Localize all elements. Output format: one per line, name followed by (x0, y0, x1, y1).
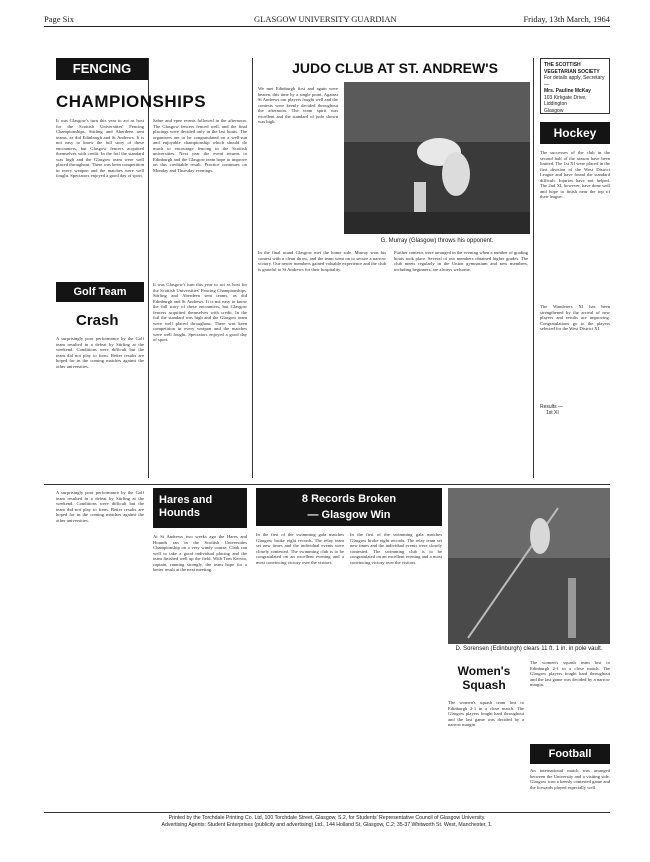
page-number: Page Six (44, 14, 74, 24)
golf-body-cont: A surprisingly poor performance by the Golf team resulted in a defeat by Stirling at the weekend. Conditions were difficult but the team did not play to form. Better results are hoped for in the coming matches against the other universities. (56, 490, 144, 523)
records-headline1: 8 Records Broken (301, 493, 397, 505)
folio-bar (44, 12, 610, 27)
hockey-kicker: Hockey (540, 122, 610, 144)
vegetarian-ad (540, 58, 610, 114)
vegetarian-line1: For details apply, Secretary— (544, 75, 605, 88)
football-kicker: Football (530, 744, 610, 764)
polevault-caption: D. Sorensen (Edinburgh) clears 11 ft. 1 in. in pole vault. (455, 646, 603, 652)
golf-body: A surprisingly poor performance by the Golf team resulted in a defeat by Stirling at the weekend. Conditions were difficult but the team did not play to form. Better results are hoped for in the coming matches against the other universities. (56, 336, 144, 369)
column-rule (533, 58, 534, 478)
fencing-headline: CHAMPIONSHIPS (56, 92, 207, 111)
vegetarian-name: Mrs. Pauline McKay (544, 88, 591, 94)
paper-name: GLASGOW UNIVERSITY GUARDIAN (254, 14, 397, 24)
hares-body: At St Andrews two weeks ago the Hares and Hounds ran in the Scottish Universities Championship on a very windy course. Clark ran well to take a good individual placing and the team finished well up the field. With Tom Kervin, captain, running strongly, the team hope for a better result at the next meeting. (153, 534, 247, 573)
footer-rule (44, 812, 610, 813)
squash-body: The women's squash team lost to Edinburgh 2-1 in a close match. The Glasgow players fought hard throughout and the last game was decided by a narrow margin. (448, 700, 524, 728)
judo-caption: G. Murray (Glasgow) throws his opponent. (380, 238, 494, 244)
records-body-col1: In the first of the swimming gala matches Glasgow broke eight records. The relay team set new times and the individual events were closely contested. The swimming club is to be congratulated on an excellent evening and a most convincing victory over the visitors. (256, 532, 344, 565)
squash-body-cont: The women's squash team lost to Edinburgh 2-1 in a close match. The Glasgow players fought hard throughout and the last game was decided by a narrow margin. (530, 660, 610, 688)
hares-kicker: Hares and Hounds (153, 488, 247, 528)
polevault-photo (448, 488, 610, 644)
column-rule (252, 58, 253, 478)
imprint-line1: Printed by the Torchdale Printing Co. Ltd, 100 Torchdale Street, Glasgow, S.2, for Students' Representative Council of Glasgow University. (168, 815, 486, 821)
fencing-body-col1: It was Glasgow's turn this year to act as host for the Scottish Universities' Fencing Championships. Stirling and Aberdeen sent teams, as did Edinburgh and St Andrews. It is not easy to know the full story of these encounters, but Glasgow fencers acquitted themselves with credit. In the foil the standard was high and the Glasgow team were well placed throughout. There was keen competition in every weapon and the matches were well fought. Spectators enjoyed a good day of sport. (56, 118, 144, 179)
hockey-body2: The Wanderers XI has been strengthened by the arrival of new players and results are improving. Congratulations go to the players selected for the West District XI. (540, 304, 610, 332)
hockey-results (540, 404, 610, 416)
judo-photo (344, 82, 530, 234)
column-rule (148, 58, 149, 478)
hockey-xi-label: 1st XI (546, 410, 559, 416)
golf-kicker: Golf Team (56, 282, 144, 302)
records-kicker (256, 488, 442, 526)
vegetarian-address: 103 Kirkgate Drive, Liddington (544, 94, 587, 107)
imprint-line2: Advertising Agents: Student Enterprises (publicity and advertising) Ltd., 144 Holland St, Glasgow, C.2; 35-37 Whitworth St. West, Manchester, 1. (161, 821, 493, 828)
section-rule (44, 484, 610, 485)
imprint (44, 815, 610, 828)
fencing-kicker: FENCING (56, 58, 148, 80)
records-body-col2: In the first of the swimming gala matches Glasgow broke eight records. The relay team set new times and the individual events were closely contested. The swimming club is to be congratulated on an excellent evening and a most convincing victory over the visitors. (350, 532, 442, 565)
fencing-body-cont: It was Glasgow's turn this year to act as host for the Scottish Universities' Fencing Championships. Stirling and Aberdeen sent teams, as did Edinburgh and St Andrews. It is not easy to know the full story of these encounters, but Glasgow fencers acquitted themselves with credit. In the foil the standard was high and the Glasgow team were well placed throughout. There was keen competition in every weapon and the matches were well fought. Spectators enjoyed a good day of sport. (153, 282, 247, 343)
polevault-photo-image (448, 488, 610, 644)
judo-body-col1: In the final round Glasgow met the home side. Murray won his contest with a clean throw, and the team went on to secure a narrow victory. Our newer members gained valuable experience and the club is grateful to St Andrews for their hospitality. (258, 250, 386, 272)
judo-intro: We met Edinburgh first and again were beaten, this time by a single point. Against St Andrews our players fought well and the contests were keenly decided throughout the afternoon. The team spirit was excellent and the standard of judo shown was high. (258, 86, 338, 125)
judo-body-col2: Further contests were arranged in the evening when a number of grading bouts took place. Several of our members obtained higher grades. The club meets regularly in the Union gymnasium and new members, including beginners, are always welcome. (394, 250, 528, 272)
fencing-body-col2: Sabre and epee events followed in the afternoon. The Glasgow fencers fenced well, and the final placings were decided only in the last bouts. The organisers are to be congratulated on a well-run and enjoyable championship which should do much to encourage fencing in the Scottish universities. Next year the event returns to Edinburgh and the Glasgow team hope to improve on this creditable result. Practice continues on Monday and Thursday evenings. (153, 118, 247, 173)
issue-date: Friday, 13th March, 1964 (523, 14, 610, 24)
hockey-body: The successes of the club in the second half of the season have been limited. The 1st XI were placed in the first division of the West District League and have found the standard difficult. Injuries have not helped. The 2nd XI, however, have done well and hope to finish near the top of their league. (540, 150, 610, 200)
vegetarian-town: Glasgow (544, 107, 564, 114)
hockey-results-heading: Results — (540, 404, 564, 410)
football-body: An international match was arranged between the University and a visiting side. Glasgow won a keenly contested game and the forwards played especially well. (530, 768, 610, 790)
records-headline2: — Glasgow Win (307, 509, 391, 521)
judo-headline: JUDO CLUB AT ST. ANDREW'S (292, 60, 498, 76)
squash-kicker: Women's Squash (457, 664, 511, 692)
golf-headline: Crash (76, 312, 119, 329)
vegetarian-title: THE SCOTTISH VEGETARIAN SOCIETY (544, 62, 600, 75)
judo-photo-image (344, 82, 530, 234)
